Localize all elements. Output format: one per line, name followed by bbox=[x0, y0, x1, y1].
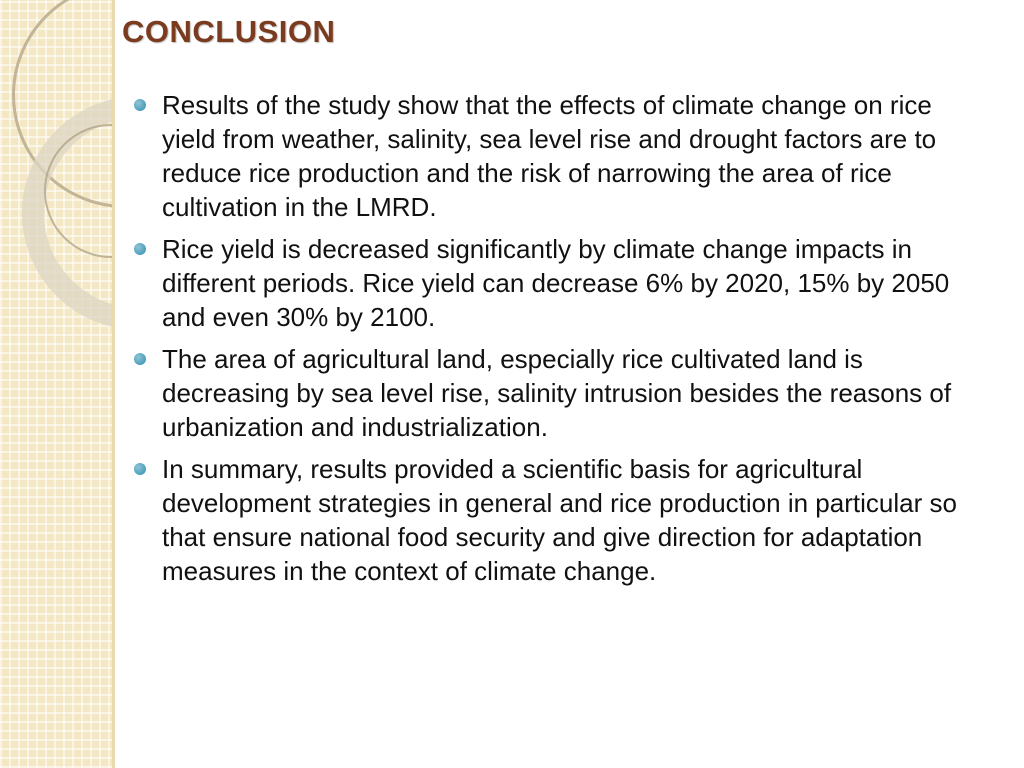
bullet-text: Results of the study show that the effects of climate change on rice yield from weather, salinity, sea level rise and drought factors are to reduce rice production and the risk of narrowing the area of rice cultivation in the LMRD. bbox=[162, 90, 937, 222]
bullet-dot-icon bbox=[134, 243, 146, 255]
bullet-text: The area of agricultural land, especially rice cultivated land is decreasing by sea level rise, salinity intrusion besides the reasons of urbanization and industrialization. bbox=[162, 344, 952, 442]
slide-title: CONCLUSION bbox=[122, 14, 336, 49]
bullet-text: Rice yield is decreased significantly by climate change impacts in different periods. Rice yield can decrease 6% by 2020, 15% by 2050 and even 30% by 2100. bbox=[162, 234, 950, 332]
decorative-sidebar bbox=[0, 0, 112, 768]
bullet-dot-icon bbox=[134, 463, 146, 475]
bullet-dot-icon bbox=[134, 353, 146, 365]
bullet-item bbox=[132, 342, 972, 444]
sidebar-divider bbox=[112, 0, 115, 768]
bullet-item bbox=[132, 232, 972, 334]
bullet-item bbox=[132, 452, 972, 588]
bullet-item bbox=[132, 88, 972, 224]
bullet-dot-icon bbox=[134, 99, 146, 111]
bullet-list bbox=[132, 88, 972, 596]
bullet-text: In summary, results provided a scientific basis for agricultural development strategies in general and rice production in particular so that ensure national food security and give direction for adaptation measures in the context of climate change. bbox=[162, 454, 957, 586]
